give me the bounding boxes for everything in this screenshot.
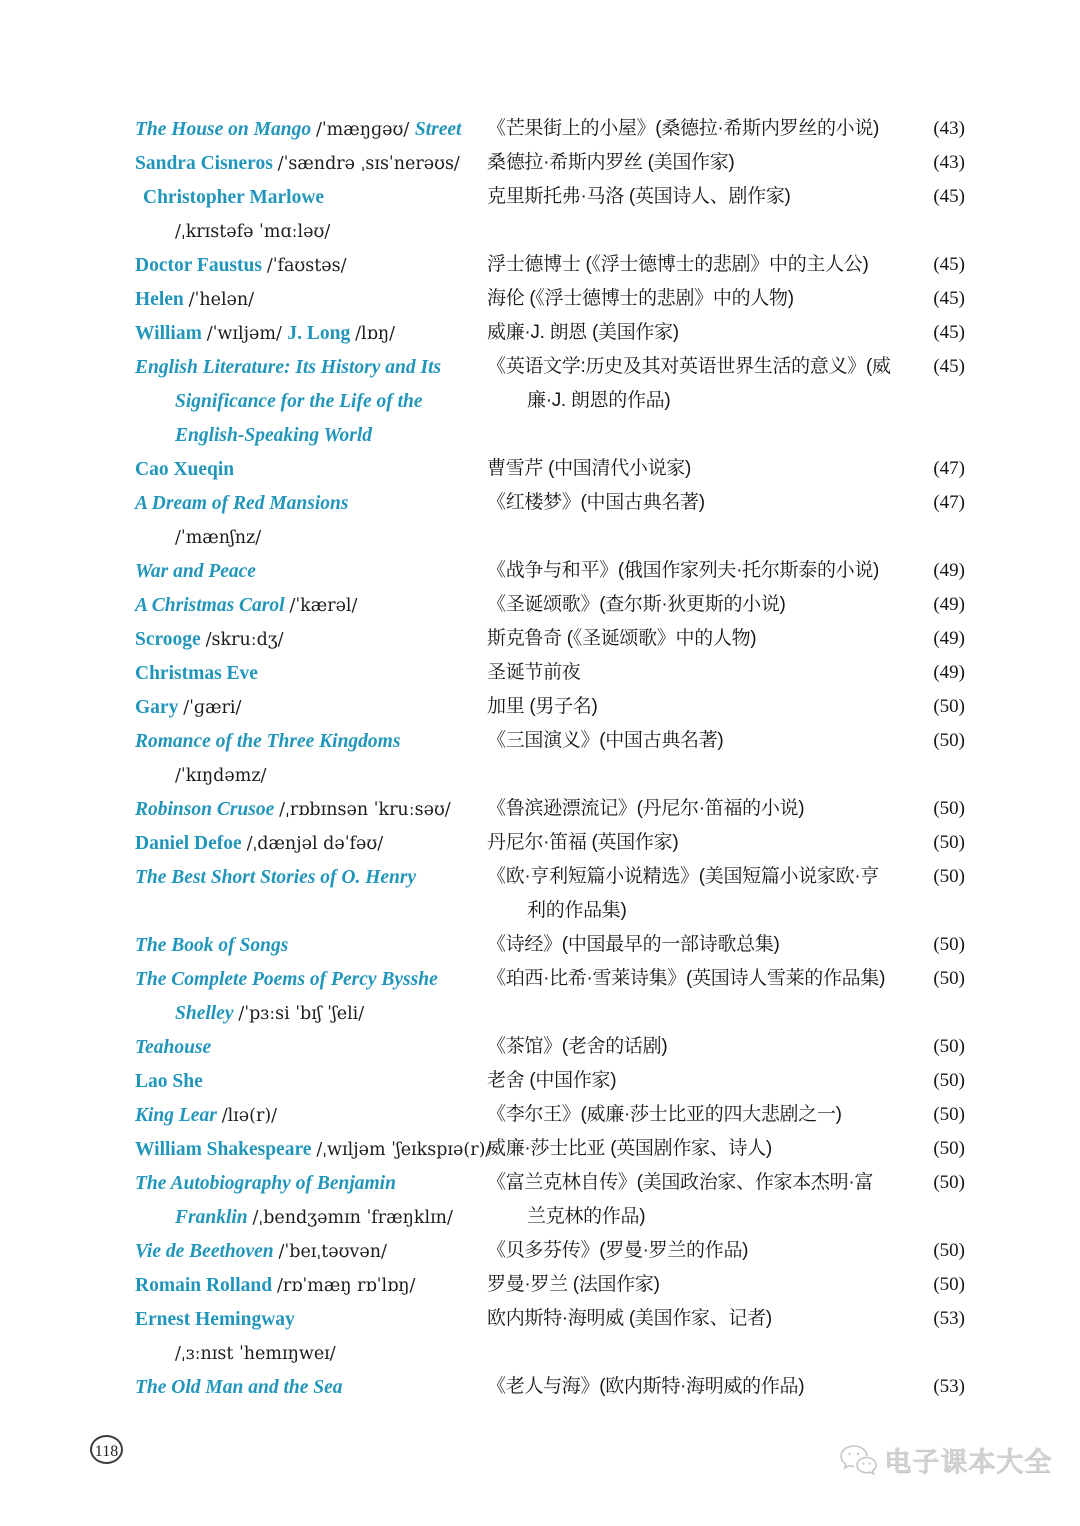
glossary-row: [135, 554, 965, 588]
chinese-translation: 《鲁滨逊漂流记》(丹尼尔·笛福的小说): [487, 798, 805, 819]
english-term: [135, 758, 487, 793]
chinese-translation: 老舍 (中国作家): [487, 1070, 617, 1091]
person-name: Scrooge: [135, 629, 206, 650]
english-term: [135, 384, 487, 419]
page-reference: (50): [933, 1104, 965, 1125]
glossary-row: [135, 282, 965, 316]
work-title: English-Speaking World: [175, 425, 373, 446]
page-reference: (53): [933, 1308, 965, 1329]
page-reference: (50): [933, 1036, 965, 1057]
page-number-badge: [90, 1435, 123, 1464]
person-name: Daniel Defoe: [135, 833, 247, 854]
english-term: [135, 418, 487, 453]
chinese-translation: 威廉·莎士比亚 (英国剧作家、诗人): [487, 1138, 772, 1159]
english-term: [135, 180, 487, 215]
phonetic-transcription: /ˈkɪŋdəmz/: [175, 766, 267, 786]
page-reference: (49): [933, 594, 965, 615]
work-title: A Dream of Red Mansions: [135, 493, 349, 514]
page-reference: [917, 894, 965, 928]
person-name: Helen: [135, 289, 189, 310]
person-name: Sandra Cisneros: [135, 153, 278, 174]
phonetic-transcription: /ˈmæŋɡəʊ/: [315, 120, 415, 140]
phonetic-transcription: /ˈmænʃnz/: [175, 528, 262, 548]
page-reference: (45): [933, 356, 965, 377]
glossary-row: [135, 622, 965, 656]
work-title: English Literature: Its History and Its: [135, 357, 442, 378]
person-name: Gary: [135, 697, 184, 718]
work-title: Franklin: [175, 1207, 253, 1228]
chinese-translation: 《战争与和平》(俄国作家列夫·托尔斯泰的小说): [487, 560, 880, 581]
page-reference: (50): [933, 1274, 965, 1295]
chinese-translation: 廉·J. 朗恩的作品): [527, 390, 671, 411]
watermark-text: 电子课本大全: [884, 1447, 1052, 1477]
phonetic-transcription: /ˈhelən/: [188, 290, 255, 310]
glossary-row: [135, 1370, 965, 1404]
work-title: Vie de Beethoven: [135, 1241, 279, 1262]
chinese-translation: 兰克林的作品): [527, 1206, 646, 1227]
page-reference: (47): [933, 458, 965, 479]
phonetic-transcription: /ˌrɒbɪnsən ˈkruːsəʊ/: [279, 800, 451, 820]
glossary-row: [135, 146, 965, 180]
work-title: Street: [414, 119, 462, 140]
page-reference: (50): [933, 696, 965, 717]
glossary-row: [135, 1200, 965, 1234]
person-name: Christmas Eve: [135, 663, 258, 684]
chinese-translation: 《圣诞颂歌》(查尔斯·狄更斯的小说): [487, 594, 786, 615]
person-name: Lao She: [135, 1071, 203, 1092]
phonetic-transcription: /ˈpɜːsi ˈbɪʃ ˈʃeli/: [238, 1004, 365, 1024]
chinese-translation: [487, 758, 917, 793]
work-title: Romance of the Three Kingdoms: [135, 731, 401, 752]
chinese-translation: 《英语文学:历史及其对英语世界生活的意义》(威: [487, 356, 891, 377]
glossary-row: [135, 792, 965, 826]
english-term: [135, 1268, 487, 1303]
work-title: Significance for the Life of the: [175, 391, 423, 412]
english-term: [135, 146, 487, 181]
glossary-row: [135, 656, 965, 690]
glossary-row: [135, 520, 965, 554]
chinese-translation: 《三国演义》(中国古典名著): [487, 730, 724, 751]
page-reference: (47): [933, 492, 965, 513]
glossary-row: [135, 112, 965, 146]
glossary-row: [135, 962, 965, 996]
english-term: [135, 1166, 487, 1201]
chinese-translation: 曹雪芹 (中国清代小说家): [487, 458, 692, 479]
glossary-row: [135, 384, 965, 418]
english-term: [135, 894, 487, 928]
glossary-row: [135, 1064, 965, 1098]
english-term: [135, 214, 487, 249]
page-number: 118: [94, 1443, 119, 1460]
chinese-translation: 《芒果街上的小屋》(桑德拉·希斯内罗丝的小说): [487, 118, 880, 139]
phonetic-transcription: /ˌkrɪstəfə ˈmɑːləʊ/: [175, 222, 331, 242]
work-title: The Complete Poems of Percy Bysshe: [135, 969, 438, 990]
chinese-translation: 海伦 (《浮士德博士的悲剧》中的人物): [487, 288, 794, 309]
english-term: [135, 350, 487, 385]
english-term: [135, 656, 487, 691]
chinese-translation: 斯克鲁奇 (《圣诞颂歌》中的人物): [487, 628, 757, 649]
page-reference: (43): [933, 118, 965, 139]
phonetic-transcription: /ˈɡæri/: [183, 698, 242, 718]
english-term: [135, 112, 487, 147]
phonetic-transcription: /ˈkærəl/: [289, 596, 358, 616]
page-reference: (50): [933, 1138, 965, 1159]
chinese-translation: 丹尼尔·笛福 (英国作家): [487, 832, 679, 853]
page-reference: (50): [933, 832, 965, 853]
page-reference: (50): [933, 798, 965, 819]
person-name: William Shakespeare: [135, 1139, 317, 1160]
page-reference: (49): [933, 628, 965, 649]
page-reference: [917, 758, 965, 793]
english-term: [135, 1302, 487, 1337]
english-term: [135, 1234, 487, 1269]
glossary-list: [135, 112, 965, 1404]
person-name: Cao Xueqin: [135, 459, 235, 480]
work-title: Shelley: [175, 1003, 239, 1024]
chinese-translation: 《欧·亨利短篇小说精选》(美国短篇小说家欧·亨: [487, 866, 880, 887]
chinese-translation: 加里 (男子名): [487, 696, 598, 717]
chinese-translation: 圣诞节前夜: [487, 662, 581, 683]
english-term: [135, 1030, 487, 1065]
glossary-row: [135, 180, 965, 214]
english-term: [135, 928, 487, 963]
glossary-row: [135, 418, 965, 452]
english-term: [135, 1064, 487, 1099]
work-title: The House on Mango: [135, 119, 316, 140]
chinese-translation: 《茶馆》(老舍的话剧): [487, 1036, 668, 1057]
chinese-translation: 《富兰克林自传》(美国政治家、作家本杰明·富: [487, 1172, 874, 1193]
chinese-translation: 《李尔王》(威廉·莎士比亚的四大悲剧之一): [487, 1104, 842, 1125]
glossary-row: [135, 758, 965, 792]
work-title: A Christmas Carol: [135, 595, 290, 616]
glossary-row: [135, 1132, 965, 1166]
phonetic-transcription: /ˈfaʊstəs/: [266, 256, 347, 276]
english-term: [135, 282, 487, 317]
english-term: [135, 860, 487, 895]
glossary-row: [135, 690, 965, 724]
glossary-row: [135, 826, 965, 860]
glossary-row: [135, 452, 965, 486]
chinese-translation: 桑德拉·希斯内罗丝 (美国作家): [487, 152, 735, 173]
person-name: Doctor Faustus: [135, 255, 267, 276]
work-title: Robinson Crusoe: [135, 799, 280, 820]
phonetic-transcription: /ˌwɪljəm ˈʃeɪkspɪə(r)/: [316, 1140, 492, 1160]
glossary-row: [135, 1336, 965, 1370]
glossary-row: [135, 894, 965, 928]
work-title: The Old Man and the Sea: [135, 1377, 343, 1398]
page-reference: [917, 1336, 965, 1371]
english-term: [135, 554, 487, 589]
chinese-translation: 《珀西·比希·雪莱诗集》(英国诗人雪莱的作品集): [487, 968, 886, 989]
page-reference: (50): [933, 730, 965, 751]
page-reference: [917, 996, 965, 1031]
phonetic-transcription: /ˈbeɪˌtəʊvən/: [278, 1242, 387, 1262]
phonetic-transcription: /skruːdʒ/: [205, 630, 284, 650]
glossary-row: [135, 1166, 965, 1200]
english-term: [135, 520, 487, 555]
english-term: [135, 1370, 487, 1405]
page-reference: [917, 1200, 965, 1235]
page-reference: (50): [933, 1172, 965, 1193]
page-reference: (45): [933, 254, 965, 275]
english-term: [135, 826, 487, 861]
person-name: Christopher Marlowe: [143, 187, 325, 208]
english-term: [135, 486, 487, 521]
english-term: [135, 1098, 487, 1133]
page-reference: [917, 418, 965, 453]
chinese-translation: 《诗经》(中国最早的一部诗歌总集): [487, 934, 780, 955]
phonetic-transcription: /ˈwɪljəm/: [206, 324, 288, 344]
glossary-row: [135, 486, 965, 520]
chinese-translation: 《老人与海》(欧内斯特·海明威的作品): [487, 1376, 805, 1397]
glossary-row: [135, 214, 965, 248]
phonetic-transcription: /ˌdænjəl dəˈfəʊ/: [246, 834, 384, 854]
glossary-row: [135, 1268, 965, 1302]
english-term: [135, 248, 487, 283]
glossary-row: [135, 316, 965, 350]
work-title: The Book of Songs: [135, 935, 289, 956]
page-reference: (50): [933, 1240, 965, 1261]
page-reference: [917, 384, 965, 419]
chinese-translation: 罗曼·罗兰 (法国作家): [487, 1274, 660, 1295]
english-term: [135, 996, 487, 1031]
chinese-translation: 《贝多芬传》(罗曼·罗兰的作品): [487, 1240, 749, 1261]
glossary-row: [135, 350, 965, 384]
page-reference: (45): [933, 186, 965, 207]
page-reference: (50): [933, 866, 965, 887]
phonetic-transcription: /rɒˈmæŋ rɒˈlɒŋ/: [276, 1276, 416, 1296]
english-term: [135, 1336, 487, 1371]
work-title: War and Peace: [135, 561, 256, 582]
phonetic-transcription: /ˌɜːnɪst ˈhemɪŋweɪ/: [175, 1344, 336, 1364]
english-term: [135, 962, 487, 997]
english-term: [135, 792, 487, 827]
glossary-row: [135, 996, 965, 1030]
glossary-row: [135, 860, 965, 894]
glossary-row: [135, 1302, 965, 1336]
page-reference: (50): [933, 1070, 965, 1091]
page-reference: (53): [933, 1376, 965, 1397]
chinese-translation: 欧内斯特·海明威 (美国作家、记者): [487, 1308, 772, 1329]
chinese-translation: [487, 996, 917, 1031]
glossary-row: [135, 1030, 965, 1064]
glossary-row: [135, 928, 965, 962]
english-term: [135, 1200, 487, 1235]
chinese-translation: [487, 520, 917, 555]
glossary-row: [135, 248, 965, 282]
chinese-translation: [487, 1336, 917, 1371]
page-reference: [917, 214, 965, 249]
english-term: [135, 724, 487, 759]
english-term: [135, 622, 487, 657]
work-title: Teahouse: [135, 1037, 212, 1058]
english-term: [135, 588, 487, 623]
work-title: The Best Short Stories of O. Henry: [135, 867, 417, 888]
phonetic-transcription: /ˌbendʒəmɪn ˈfræŋklɪn/: [252, 1208, 453, 1228]
chinese-translation: 克里斯托弗·马洛 (英国诗人、剧作家): [487, 186, 791, 207]
chinese-translation: 威廉·J. 朗恩 (美国作家): [487, 322, 679, 343]
english-term: [135, 452, 487, 487]
page-reference: (45): [933, 288, 965, 309]
person-name: J. Long: [287, 323, 356, 344]
page-reference: (49): [933, 662, 965, 683]
page-reference: [917, 520, 965, 555]
phonetic-transcription: /lɒŋ/: [355, 324, 396, 344]
glossary-row: [135, 1098, 965, 1132]
phonetic-transcription: /ˈsændrə ˌsɪsˈnerəʊs/: [277, 154, 460, 174]
page-reference: (50): [933, 934, 965, 955]
chinese-translation: 浮士德博士 (《浮士德博士的悲剧》中的主人公): [487, 254, 869, 275]
page-reference: (43): [933, 152, 965, 173]
page-reference: (45): [933, 322, 965, 343]
work-title: King Lear: [135, 1105, 222, 1126]
phonetic-transcription: /lɪə(r)/: [221, 1106, 278, 1126]
glossary-row: [135, 588, 965, 622]
chinese-translation: [487, 418, 917, 453]
work-title: The Autobiography of Benjamin: [135, 1173, 396, 1194]
wechat-icon: [838, 1443, 878, 1477]
chinese-translation: 《红楼梦》(中国古典名著): [487, 492, 705, 513]
glossary-row: [135, 1234, 965, 1268]
person-name: William: [135, 323, 207, 344]
page-reference: (49): [933, 560, 965, 581]
chinese-translation: 利的作品集): [527, 900, 627, 921]
chinese-translation: [487, 214, 917, 249]
page-footer: [0, 1430, 1080, 1490]
english-term: [135, 316, 487, 351]
english-term: [135, 690, 487, 725]
glossary-row: [135, 724, 965, 758]
page-reference: (50): [933, 968, 965, 989]
english-term: [135, 1132, 492, 1167]
watermark: [838, 1440, 1052, 1479]
person-name: Romain Rolland: [135, 1275, 277, 1296]
person-name: Ernest Hemingway: [135, 1309, 295, 1330]
